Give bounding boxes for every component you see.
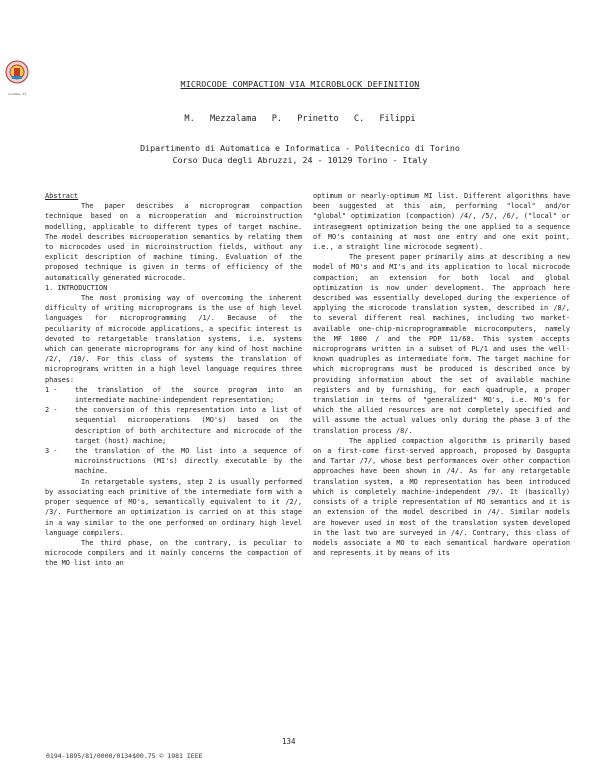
list-text: the translation of the MO list into a sequence of microinstructions (MI's) directly executable by the machine. (75, 447, 302, 476)
paragraph: In retargetable systems, step 2 is usually performed by associating each primitive of the intermediate form with a proper sequence of MO's, semantically equivalent to it /2/, /3/. Furthermore an optimization is carried on at this stage in a way similar to the one performed on ordinary high level language compilers. (45, 477, 302, 537)
paragraph: The third phase, on the contrary, is peculiar to microcode compilers and it mainly concerns the compaction of the MO list into an (45, 538, 302, 568)
list-label: 1 - (45, 385, 58, 394)
list-text: the conversion of this representation into a list of sequential microoperations (MO's) based on the description of both architecture and microcode of the target (host) machine; (75, 406, 302, 445)
list-item (45, 446, 302, 477)
introduction-heading: 1. INTRODUCTION (45, 283, 108, 292)
left-column (45, 191, 302, 569)
list-label: 2 - (45, 406, 58, 415)
author-name: P. Prinetto (271, 114, 339, 124)
affiliation-line: Corso Duca degli Abruzzi, 24 - 10129 Torino - Italy (172, 155, 428, 165)
list-item (45, 385, 302, 405)
list-text: the translation of the source program into an intermediate machine-independent representation; (75, 385, 302, 405)
paragraph: The most promising way of overcoming the inherent difficulty of writing microprograms is the use of high level languages for microprogramming /1/. Because of the peculiarity of microcode applications, a specific interest is devoted to retargetable translation systems, i.e. systems which can generate microprograms for any kind of host machine /2/, /10/. For this class of systems the translation of microprograms written in a high level language requires three phases: (45, 294, 302, 384)
paragraph: optimum or nearly-optimum MI list. Different algorithms have been suggested at this aim, performing "local" and/or "global" optimization (compaction) /4/, /5/, /6/, ("local" or intrasegment optimization being the one applied to a sequence of MO's containing at most one entry and one exit point, i.e., a straight line microcode segment). (313, 192, 570, 252)
abstract-text: The paper describes a microprogram compaction technique based on a microoperation and microinstruction modelling, applicable to different types of target machine. The model describes microoperation semantics by relating them to microcodes used in microinstruction fields, without any explicit description of machine timing. Evaluation of the proposed technique is given in terms of efficiency of the automatically generated microcode. (45, 202, 302, 282)
paragraph: The applied compaction algorithm is primarily based on a first-come first-served approach, proposed by Dasgupta and Tartar /7/, whose best performances over other compaction approaches have been shown in /4/. As for any retargetable translation system, a MO representation has been introduced which is completely machine-independent /9/. It (basically) consists of a triple representation of MO semantics and it is an extension of the model described in /4/. Similar models are however used in most of the translation system developed in the last two are surveyed in /4/. Contrary, this class of models associate a MO to each semantical hardware operation and represents it by means of its (313, 436, 570, 558)
list-item (45, 405, 302, 446)
copyright-footer: 0194-1895/81/0000/0134$00.75 © 1981 IEEE (46, 752, 203, 760)
affiliation (0, 142, 600, 166)
paragraph: The present paper primarily aims at describing a new model of MO's and MI's and its application to local microcode compaction; an extension for both local and global optimization is now under development. The approach here described was essentially developed during the experience of applying the microcode translation system, described in /8/, to several different real machines, including two market-available one-chip-microprogrammable microcomputers, namely the MF 1000 / and the PDP 11/60. This system accepts microprograms written in a subset of PL/1 and uses the well-known quadruples as intermediate form. The target machine for which microprograms must be produced is described once by providing information about the set of available machine registers and by furnishing, for each quadruple, a proper translation in terms of "generalized" MO's, i.e. MO's for which the allied resources are not completely specified and will assume the actual values only during the phase 3 of the translation process /8/. (313, 253, 570, 435)
logo-caption: ConsRes 33 (7, 92, 27, 96)
phase-list (45, 385, 302, 477)
abstract-heading: Abstract (45, 192, 79, 200)
list-label: 3 - (45, 447, 58, 456)
affiliation-line: Dipartimento di Automatica e Informatica - Politecnico di Torino (140, 143, 460, 153)
paper-title: MICROCODE COMPACTION VIA MICROBLOCK DEFINITION (180, 79, 420, 89)
author-list (0, 114, 600, 124)
page-number: 134 (282, 737, 296, 746)
author-name: C. Filippi (353, 114, 416, 124)
author-name: M. Mezzalama (184, 114, 257, 124)
right-column (313, 191, 570, 558)
